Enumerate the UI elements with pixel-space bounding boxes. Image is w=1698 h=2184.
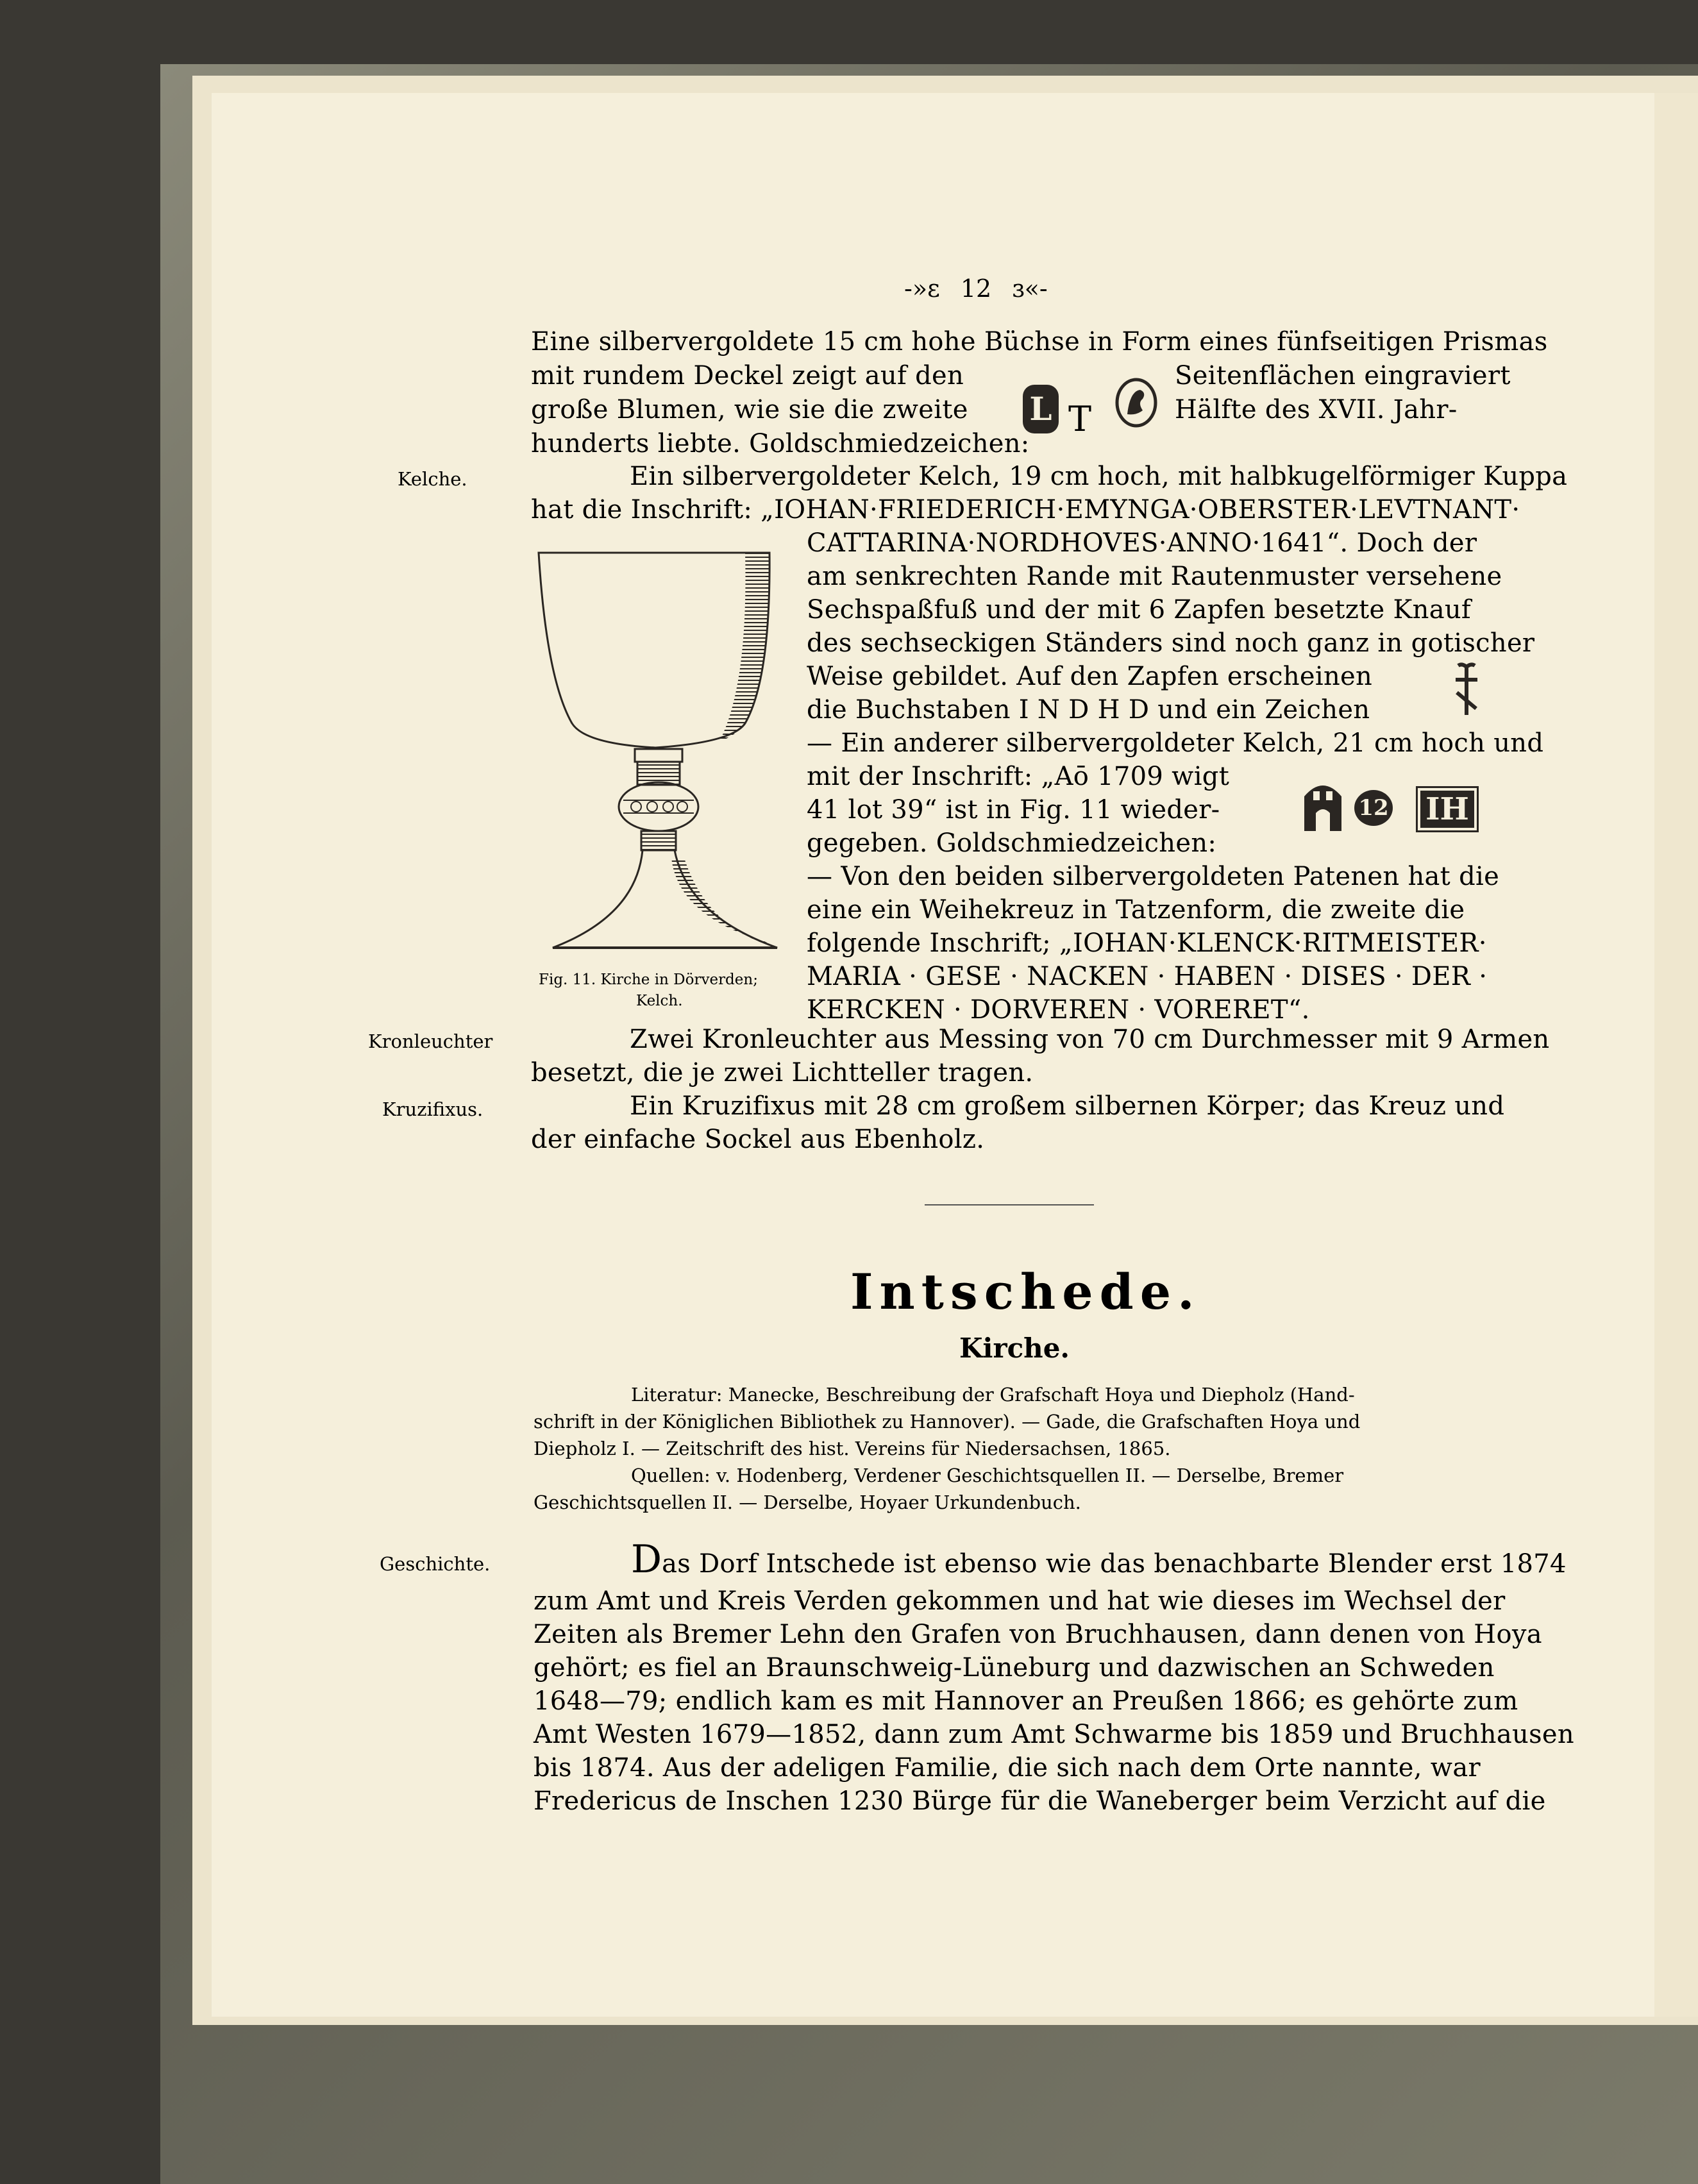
- figure-caption-line2: Kelch.: [636, 993, 683, 1009]
- margin-note-kronleuchter: Kronleuchter: [368, 1030, 493, 1052]
- para2-line12: gegeben. Goldschmiedzeichen:: [807, 828, 1217, 858]
- section-divider: [925, 1204, 1094, 1205]
- para1-line2a: mit rundem Deckel zeigt auf den: [531, 361, 964, 391]
- para2-line17: KERCKEN · DORVEREN · VORERET“.: [807, 995, 1310, 1025]
- para2-line10: mit der Inschrift: „Aō 1709 wigt: [807, 762, 1230, 791]
- literature-line2: schrift in der Königlichen Bibliothek zu Hannover). — Gade, die Grafschaften Hoya und: [534, 1411, 1361, 1432]
- para1-line1: Eine silbervergoldete 15 cm hohe Büchse in Form eines fünfseitigen Prismas: [531, 327, 1548, 357]
- goldsmith-mark-IH-icon: IH: [1416, 786, 1479, 832]
- para4-line2: der einfache Sockel aus Ebenholz.: [531, 1125, 985, 1154]
- page-header: [904, 274, 1048, 303]
- para2-line8: die Buchstaben I N D H D und ein Zeichen: [807, 695, 1370, 725]
- facing-page-edge: [1648, 93, 1698, 2017]
- ornament-left: -»ɛ: [904, 274, 940, 303]
- para3-line1: Zwei Kronleuchter aus Messing von 70 cm Durchmesser mit 9 Armen: [630, 1025, 1550, 1054]
- literature-line3: Diepholz I. — Zeitschrift des hist. Vereins für Niedersachsen, 1865.: [534, 1438, 1171, 1459]
- goldsmith-mark-bird-icon: [1114, 377, 1158, 428]
- goldsmith-mark-castle-icon: [1302, 777, 1344, 832]
- margin-note-kruzifixus: Kruzifixus.: [382, 1098, 483, 1120]
- history-line5: 1648—79; endlich kam es mit Hannover an Preußen 1866; es gehörte zum: [534, 1686, 1518, 1716]
- goldsmith-mark-T-icon: T: [1068, 399, 1092, 439]
- sources-line1: Quellen: v. Hodenberg, Verdener Geschichtsquellen II. — Derselbe, Bremer: [631, 1465, 1344, 1486]
- literature-line1: Literatur: Manecke, Beschreibung der Grafschaft Hoya und Diepholz (Hand-: [631, 1384, 1355, 1406]
- para2-line7: Weise gebildet. Auf den Zapfen erscheinen: [807, 662, 1373, 691]
- para2-line4: am senkrechten Rande mit Rautenmuster versehene: [807, 562, 1502, 591]
- figure-caption-line1: Fig. 11. Kirche in Dörverden;: [539, 971, 758, 988]
- page-number: 12: [960, 274, 992, 303]
- ornament-right: ɜ«-: [1012, 274, 1048, 303]
- para1-line3a: große Blumen, wie sie die zweite: [531, 395, 968, 424]
- margin-note-kelche: Kelche.: [398, 468, 467, 490]
- para2-line11: 41 lot 39“ ist in Fig. 11 wieder-: [807, 795, 1220, 825]
- goldsmith-mark-12-icon: 12: [1354, 790, 1393, 826]
- para2-line3: CATTARINA·NORDHOVES·ANNO·1641“. Doch der: [807, 528, 1477, 558]
- history-line4: gehört; es fiel an Braunschweig-Lüneburg und dazwischen an Schweden: [534, 1653, 1495, 1683]
- goldsmith-mark-L-icon: L: [1023, 385, 1059, 433]
- sources-line2: Geschichtsquellen II. — Derselbe, Hoyaer Urkundenbuch.: [534, 1491, 1081, 1513]
- section-subtitle: Kirche.: [959, 1332, 1070, 1364]
- section-title: Intschede.: [850, 1263, 1201, 1320]
- para2-line6: des sechseckigen Ständers sind noch ganz in gotischer: [807, 628, 1535, 658]
- history-line7: bis 1874. Aus der adeligen Familie, die sich nach dem Orte nannte, war: [534, 1753, 1481, 1783]
- para2-line1: Ein silbervergoldeter Kelch, 19 cm hoch, mit halbkugelförmiger Kuppa: [630, 462, 1568, 491]
- para2-line9: — Ein anderer silbervergoldeter Kelch, 21 cm hoch und: [807, 728, 1544, 758]
- para2-line5: Sechspaßfuß und der mit 6 Zapfen besetzte Knauf: [807, 595, 1472, 625]
- history-line6: Amt Westen 1679—1852, dann zum Amt Schwarme bis 1859 und Bruchhausen: [534, 1720, 1574, 1749]
- history-line3: Zeiten als Bremer Lehn den Grafen von Bruchhausen, dann denen von Hoya: [534, 1620, 1542, 1649]
- para3-line2: besetzt, die je zwei Lichtteller tragen.: [531, 1058, 1034, 1088]
- para4-line1: Ein Kruzifixus mit 28 cm großem silbernen Körper; das Kreuz und: [630, 1091, 1505, 1121]
- history-line2: zum Amt und Kreis Verden gekommen und hat wie dieses im Wechsel der: [534, 1586, 1506, 1616]
- history-dropcap: D: [631, 1537, 662, 1582]
- cross-mark-icon: [1450, 660, 1483, 718]
- para1-line4: hunderts liebte. Goldschmiedzeichen:: [531, 429, 1030, 458]
- para2-line13: — Von den beiden silbervergoldeten Patenen hat die: [807, 862, 1500, 891]
- para2-line15: folgende Inschrift; „IOHAN·KLENCK·RITMEISTER·: [807, 928, 1487, 958]
- para2-line2: hat die Inschrift: „IOHAN·FRIEDERICH·EMYNGA·OBERSTER·LEVTNANT·: [531, 495, 1520, 525]
- para2-line14: eine ein Weihekreuz in Tatzenform, die zweite die: [807, 895, 1465, 925]
- para1-line3b: Hälfte des XVII. Jahr-: [1175, 395, 1458, 424]
- chalice-illustration: [534, 544, 790, 954]
- margin-note-geschichte: Geschichte.: [380, 1553, 491, 1575]
- history-line1: Das Dorf Intschede ist ebenso wie das benachbarte Blender erst 1874: [631, 1537, 1567, 1582]
- para1-line2b: Seitenflächen eingraviert: [1175, 361, 1511, 391]
- para2-line16: MARIA · GESE · NACKEN · HABEN · DISES · DER ·: [807, 962, 1488, 991]
- history-line8: Fredericus de Inschen 1230 Bürge für die Waneberger beim Verzicht auf die: [534, 1786, 1546, 1816]
